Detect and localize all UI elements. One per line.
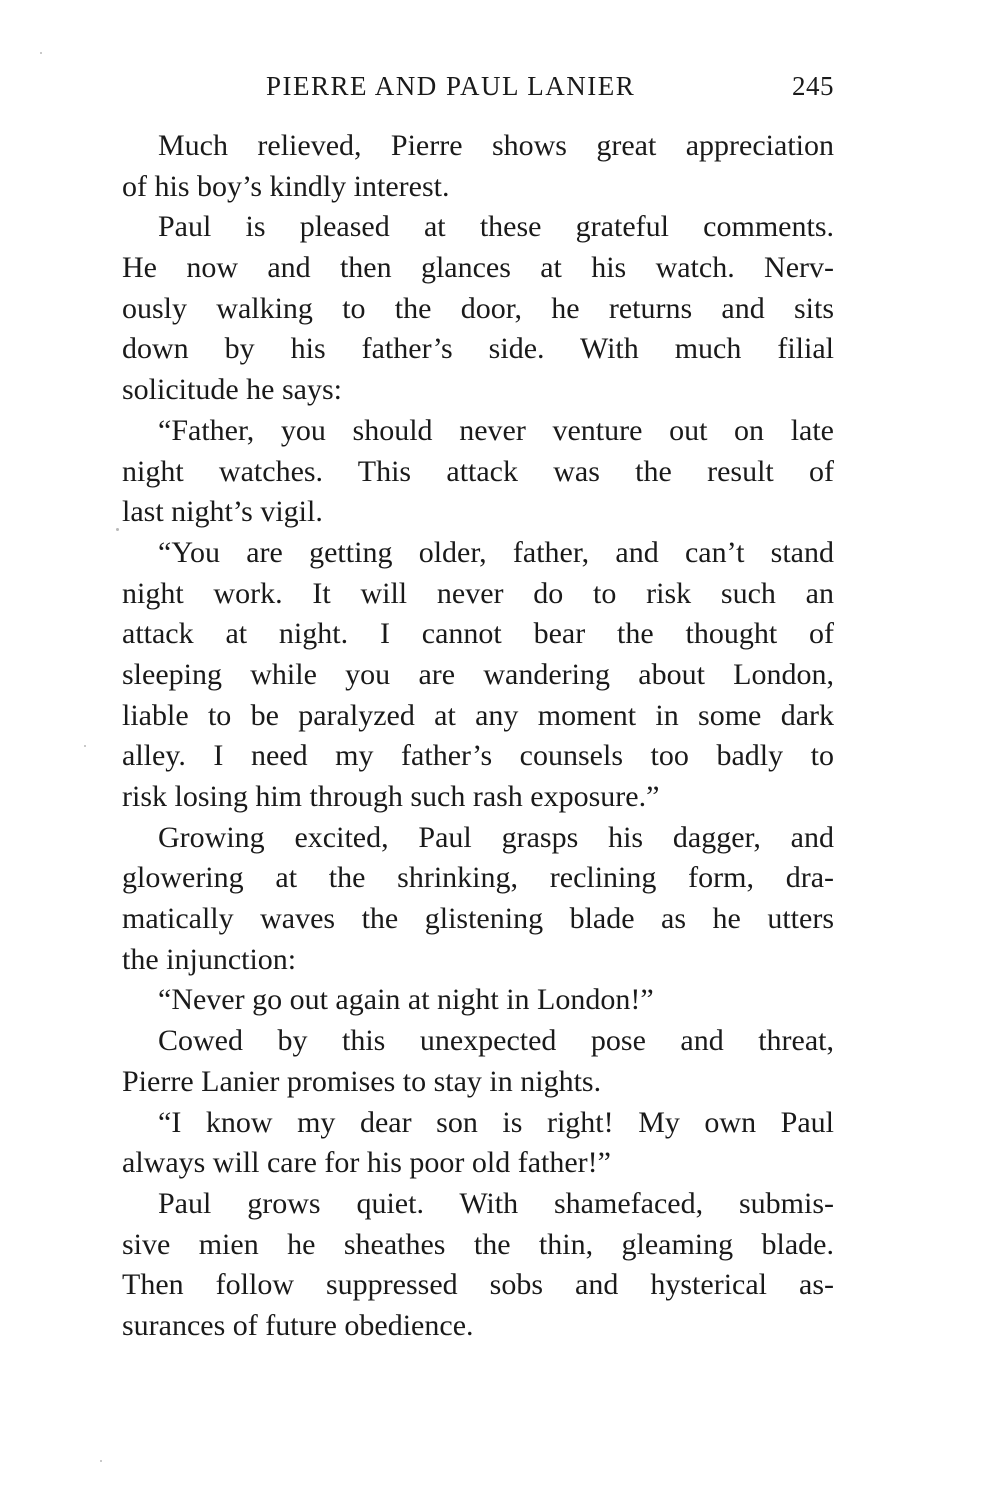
- scan-speck: [84, 745, 86, 747]
- text-line: the injunction:: [122, 942, 297, 976]
- scan-speck: [100, 1460, 102, 1462]
- text-line: liable to be paralyzed at any moment in some dark: [122, 698, 834, 732]
- text-line: attack at night. I cannot bear the thought of: [122, 617, 834, 651]
- text-line: down by his father’s side. With much filial: [122, 332, 834, 366]
- text-line: sleeping while you are wandering about London,: [122, 657, 834, 691]
- scan-speck: [116, 528, 119, 531]
- text-line: “You are getting older, father, and can’t stand: [158, 535, 834, 569]
- text-line: risk losing him through such rash exposure.”: [122, 780, 660, 813]
- text-line: matically waves the glistening blade as he utters: [122, 902, 834, 936]
- text-line: glowering at the shrinking, reclining form, dra-: [122, 861, 834, 895]
- scan-speck: [40, 52, 42, 54]
- text-line: ously walking to the door, he returns and sits: [122, 291, 834, 325]
- text-line: Growing excited, Paul grasps his dagger, and: [158, 820, 834, 854]
- text-line: “Father, you should never venture out on late: [158, 413, 834, 447]
- text-line: “Never go out again at night in London!”: [158, 983, 654, 1017]
- running-title: PIERRE AND PAUL LANIER: [266, 71, 636, 101]
- text-line: Then follow suppressed sobs and hysterical as-: [122, 1268, 834, 1302]
- text-line: night watches. This attack was the result of: [122, 454, 834, 488]
- text-line: surances of future obedience.: [122, 1308, 474, 1342]
- text-line: Pierre Lanier promises to stay in nights.: [122, 1064, 602, 1098]
- text-line: alley. I need my father’s counsels too badly to: [122, 739, 834, 773]
- page-number: 245: [792, 71, 834, 101]
- text-line: Paul is pleased at these grateful comments.: [158, 210, 834, 244]
- text-line: always will care for his poor old father!”: [122, 1146, 611, 1180]
- body-text: [122, 126, 834, 1347]
- text-line: Much relieved, Pierre shows great appreciation: [158, 129, 834, 162]
- running-head: [122, 64, 834, 108]
- text-line: “I know my dear son is right! My own Paul: [158, 1105, 834, 1139]
- text-line: night work. It will never do to risk such an: [122, 576, 834, 610]
- text-line: solicitude he says:: [122, 373, 342, 407]
- text-line: Cowed by this unexpected pose and threat,: [158, 1024, 834, 1058]
- text-line: sive mien he sheathes the thin, gleaming blade.: [122, 1227, 834, 1261]
- text-line: He now and then glances at his watch. Nerv-: [122, 251, 834, 285]
- text-line: of his boy’s kindly interest.: [122, 169, 450, 203]
- text-line: last night’s vigil.: [122, 495, 323, 529]
- text-line: Paul grows quiet. With shamefaced, submis-: [158, 1186, 834, 1220]
